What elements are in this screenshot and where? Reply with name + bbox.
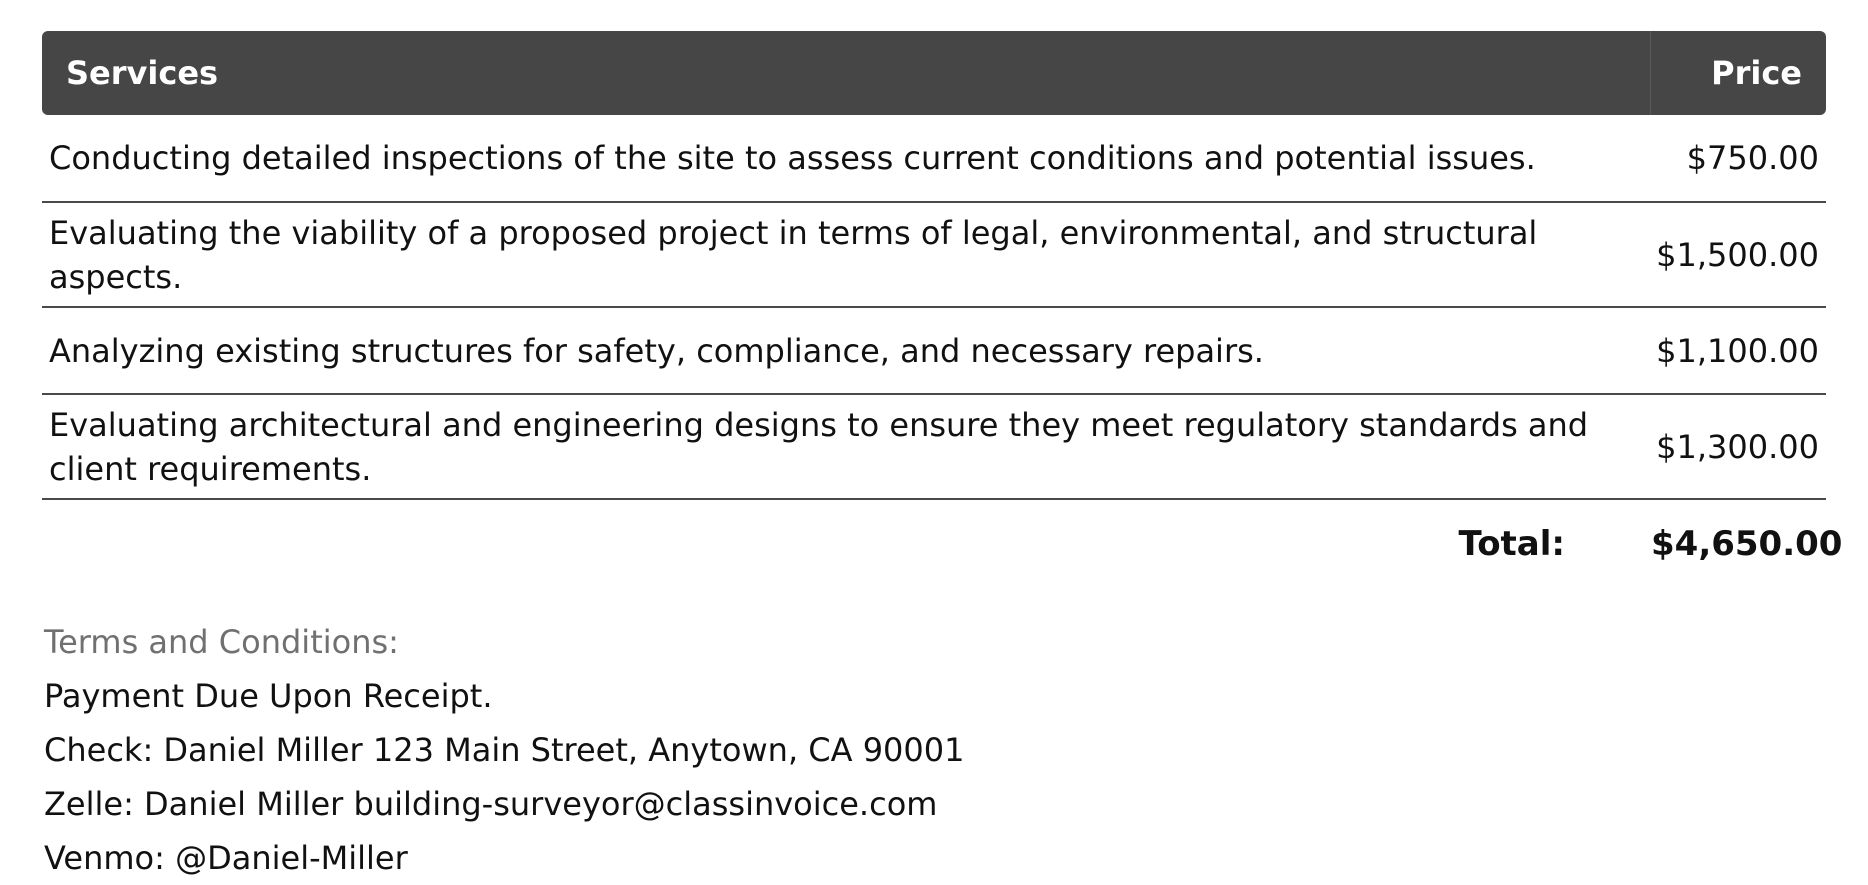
total-label: Total: bbox=[1458, 524, 1565, 564]
service-price: $1,500.00 bbox=[1650, 202, 1826, 307]
header-row bbox=[42, 31, 1826, 115]
service-description: Analyzing existing structures for safety, compliance, and necessary repairs. bbox=[42, 307, 1650, 394]
payment-due-note: Payment Due Upon Receipt. bbox=[44, 677, 493, 715]
service-description: Evaluating architectural and engineering designs to ensure they meet regulatory standards and client requirements. bbox=[42, 394, 1650, 499]
services-column-header: Services bbox=[42, 31, 1650, 115]
price-column-header: Price bbox=[1650, 31, 1826, 115]
service-description: Conducting detailed inspections of the site to assess current conditions and potential issues. bbox=[42, 115, 1650, 202]
terms-title: Terms and Conditions: bbox=[44, 623, 399, 661]
terms-section bbox=[44, 615, 1744, 885]
invoice-services-section bbox=[42, 31, 1843, 588]
check-payment-info: Check: Daniel Miller 123 Main Street, Anytown, CA 90001 bbox=[44, 731, 965, 769]
service-description: Evaluating the viability of a proposed project in terms of legal, environmental, and structural aspects. bbox=[42, 202, 1650, 307]
service-price: $1,100.00 bbox=[1650, 307, 1826, 394]
zelle-payment-info: Zelle: Daniel Miller building-surveyor@classinvoice.com bbox=[44, 785, 938, 823]
service-price: $750.00 bbox=[1650, 115, 1826, 202]
service-price: $1,300.00 bbox=[1650, 394, 1826, 499]
table-header bbox=[42, 31, 1826, 115]
total-row bbox=[42, 499, 1826, 588]
table-row bbox=[42, 202, 1826, 307]
services-table bbox=[42, 31, 1843, 588]
total-amount: $4,650.00 bbox=[1651, 524, 1843, 564]
table-row bbox=[42, 394, 1826, 499]
table-row bbox=[42, 307, 1826, 394]
table-body bbox=[42, 115, 1843, 588]
table-row bbox=[42, 115, 1826, 202]
venmo-payment-info: Venmo: @Daniel-Miller bbox=[44, 839, 408, 877]
